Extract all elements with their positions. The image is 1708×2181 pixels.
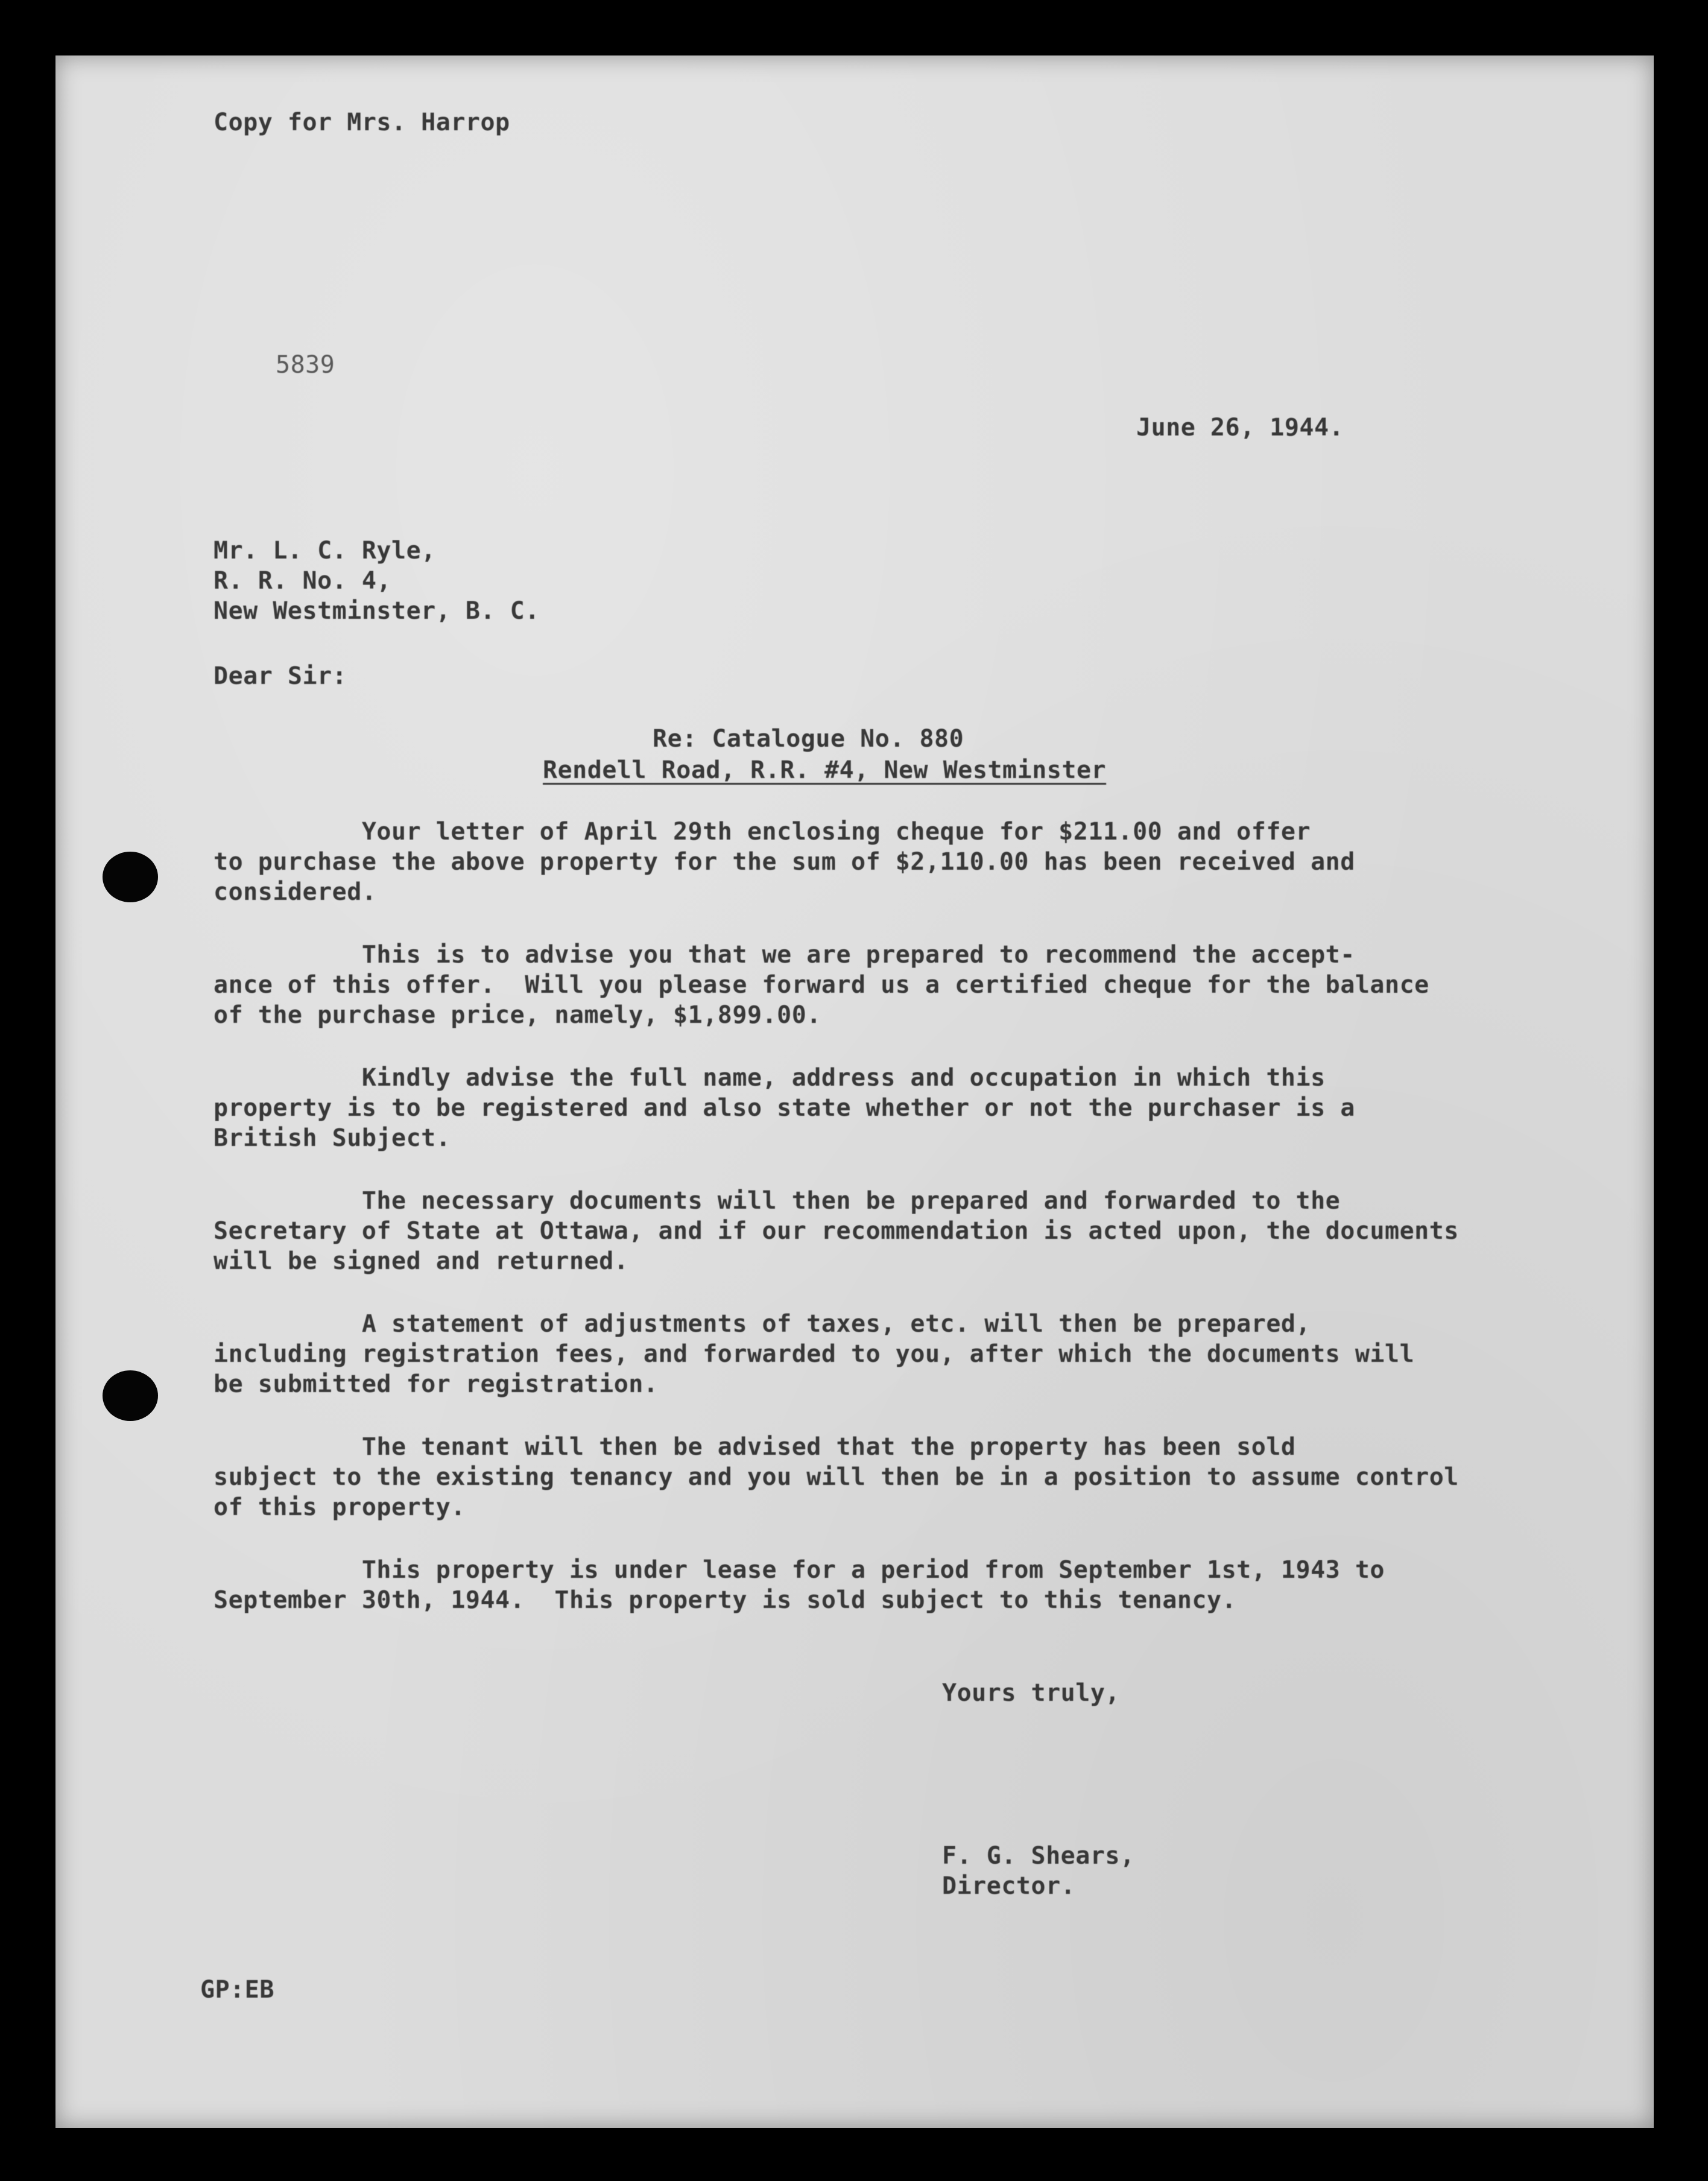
paragraph-4-line-2: Secretary of State at Ottawa, and if our recommendation is acted upon, the documents	[214, 1217, 1459, 1245]
letter-date: June 26, 1944.	[1136, 414, 1344, 442]
paragraph-2-line-2: ance of this offer. Will you please forward us a certified cheque for the balance	[214, 971, 1429, 999]
recipient-line-1: Mr. L. C. Ryle,	[214, 537, 436, 565]
typist-initials: GP:EB	[200, 1976, 274, 2004]
signer-name: F. G. Shears,	[942, 1842, 1135, 1870]
paragraph-4-line-1: The necessary documents will then be prepared and forwarded to the	[214, 1187, 1341, 1215]
paragraph-1-line-2: to purchase the above property for the sum of $2,110.00 has been received and	[214, 848, 1355, 876]
subject-line-1: Re: Catalogue No. 880	[653, 725, 964, 753]
copy-note: Copy for Mrs. Harrop	[214, 109, 510, 136]
closing: Yours truly,	[942, 1679, 1120, 1707]
paragraph-1-line-3: considered.	[214, 878, 377, 906]
paragraph-3-line-3: British Subject.	[214, 1124, 451, 1152]
paragraph-6-line-2: subject to the existing tenancy and you will then be in a position to assume control	[214, 1463, 1459, 1491]
punch-hole-top	[103, 852, 158, 902]
letter-page	[55, 55, 1654, 2128]
signer-title: Director.	[942, 1872, 1076, 1900]
file-number: 5839	[276, 351, 335, 379]
paragraph-3-line-2: property is to be registered and also state whether or not the purchaser is a	[214, 1094, 1355, 1122]
paragraph-7-line-2: September 30th, 1944. This property is sold subject to this tenancy.	[214, 1586, 1237, 1614]
paragraph-4-line-3: will be signed and returned.	[214, 1247, 629, 1275]
paragraph-6-line-1: The tenant will then be advised that the property has been sold	[214, 1433, 1296, 1461]
paragraph-7-line-1: This property is under lease for a period from September 1st, 1943 to	[214, 1556, 1385, 1584]
subject-line-2: Rendell Road, R.R. #4, New Westminster	[543, 756, 1107, 784]
paragraph-5-line-1: A statement of adjustments of taxes, etc. will then be prepared,	[214, 1310, 1311, 1338]
paragraph-6-line-3: of this property.	[214, 1493, 466, 1521]
paragraph-5-line-3: be submitted for registration.	[214, 1370, 659, 1398]
paragraph-5-line-2: including registration fees, and forwarded to you, after which the documents will	[214, 1340, 1415, 1368]
paragraph-2-line-1: This is to advise you that we are prepared to recommend the accept-	[214, 941, 1355, 969]
punch-hole-bottom	[103, 1370, 158, 1421]
recipient-line-3: New Westminster, B. C.	[214, 597, 540, 625]
paragraph-2-line-3: of the purchase price, namely, $1,899.00.	[214, 1001, 821, 1029]
paragraph-1-line-1: Your letter of April 29th enclosing cheque for $211.00 and offer	[214, 818, 1311, 846]
paragraph-3-line-1: Kindly advise the full name, address and occupation in which this	[214, 1064, 1326, 1092]
recipient-line-2: R. R. No. 4,	[214, 567, 391, 595]
salutation: Dear Sir:	[214, 662, 347, 690]
